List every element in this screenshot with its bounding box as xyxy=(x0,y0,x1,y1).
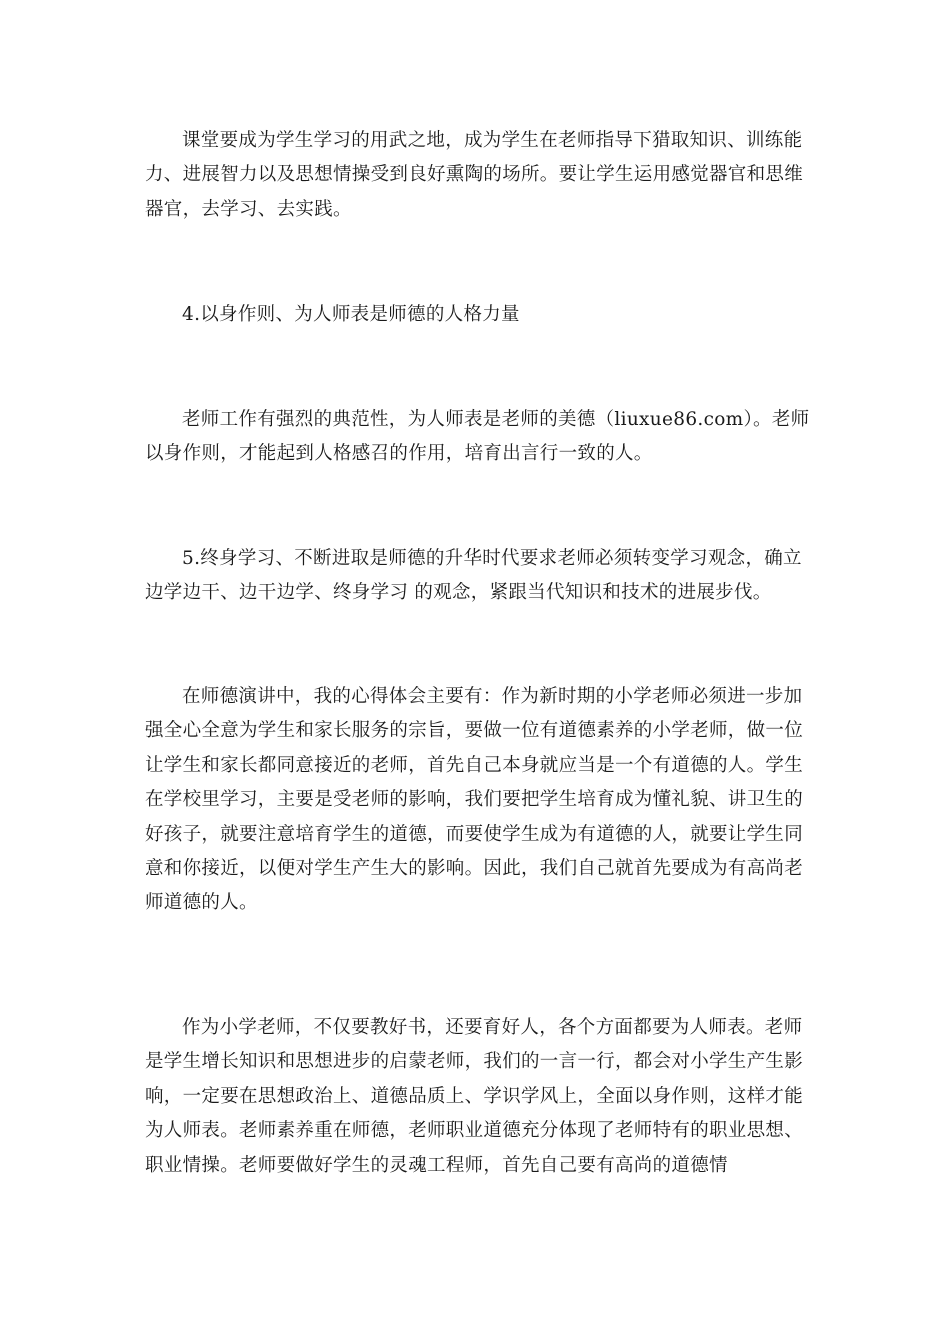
paragraph-speech-reflection: 在师德演讲中，我的心得体会主要有：作为新时期的小学老师必须进一步加强全心全意为学生和家长服务的宗旨，要做一位有道德素养的小学老师，做一位让学生和家长都同意接近的老师，首先自己本身就应当是一个有道德的人。学生在学校里学习，主要是受老师的影响，我们要把学生培育成为懂礼貌、讲卫生的好孩子，就要注意培育学生的道德，而要使学生成为有道德的人，就要让学生同意和你接近，以便对学生产生大的影响。因此，我们自己就首先要成为有高尚老师道德的人。 xyxy=(145,686,804,914)
paragraph-teacher-example: 老师工作有强烈的典范性，为人师表是老师的美德（liuxue86.com）。老师以身作则，才能起到人格感召的作用，培育出言行一致的人。 xyxy=(145,409,810,465)
paragraph-point-5: 5.终身学习、不断进取是师德的升华时代要求老师必须转变学习观念，确立边学边干、边干边学、终身学习 的观念，紧跟当代知识和技术的进展步伐。 xyxy=(145,548,802,604)
paragraph-primary-teacher: 作为小学老师，不仅要教好书，还要育好人，各个方面都要为人师表。老师是学生增长知识和思想进步的启蒙老师，我们的一言一行，都会对小学生产生影响，一定要在思想政治上、道德品质上、学识学风上，全面以身作则，这样才能为人师表。老师素养重在师德，老师职业道德充分体现了老师特有的职业思想、职业情操。老师要做好学生的灵魂工程师，首先自己要有高尚的道德情 xyxy=(145,1017,804,1176)
heading-point-4: 4.以身作则、为人师表是师德的人格力量 xyxy=(182,304,520,325)
paragraph-classroom: 课堂要成为学生学习的用武之地，成为学生在老师指导下猎取知识、训练能力、进展智力以及思想情操受到良好熏陶的场所。要让学生运用感觉器官和思维器官，去学习、去实践。 xyxy=(145,130,804,220)
